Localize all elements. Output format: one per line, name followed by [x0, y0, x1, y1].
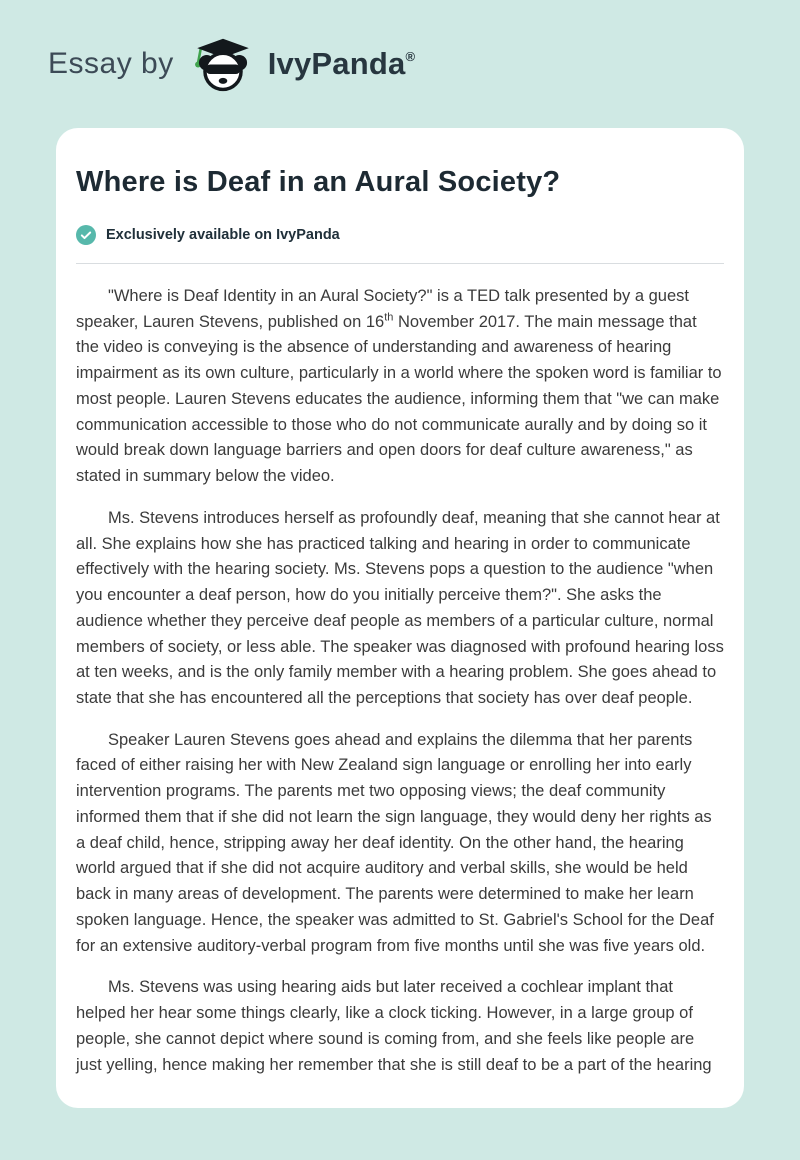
divider: [76, 263, 724, 264]
essay-paragraph-1: [76, 284, 724, 490]
essay-paragraph-4: Ms. Stevens was using hearing aids but later received a cochlear implant that helped her hear some things clearly, like a clock ticking. However, in a large group of people, she cannot depict where sound is coming from, and she feels like people are just yelling, hence making her remember that she is still deaf to be a part of the hearing: [76, 978, 712, 1074]
essay-card: [56, 128, 744, 1108]
availability-row: [76, 225, 724, 245]
ordinal-suffix: th: [384, 311, 394, 324]
registered-mark: ®: [405, 49, 416, 64]
brand-text: IvyPanda: [267, 46, 406, 81]
essay-paragraph-2: Ms. Stevens introduces herself as profoundly deaf, meaning that she cannot hear at all. She explains how she has practiced talking and hearing in order to communicate effectively with the hearing society. Ms. Stevens pops a question to the audience "when you encounter a deaf person, how do you initially perceive them?". She asks the audience whether they perceive deaf people as members of a particular culture, normal members of society, or less able. The speaker was diagnosed with profound hearing loss at ten weeks, and is the only family member with a hearing problem. She goes ahead to state that she has encountered all the perceptions that society has over deaf people.: [76, 508, 724, 708]
panda-graduation-cap-icon: [192, 37, 254, 92]
check-icon: [76, 225, 96, 245]
availability-label: Exclusively available on IvyPanda: [106, 227, 340, 243]
essay-paragraph-3: Speaker Lauren Stevens goes ahead and explains the dilemma that her parents faced of either raising her with New Zealand sign language or enrolling her into early intervention programs. The parents met two opposing views; the deaf community informed them that if she did not learn the sign language, they would deny her rights as a deaf child, hence, stripping away her deaf identity. On the other hand, the hearing world argued that if she did not acquire auditory and verbal skills, she would be held back in many areas of development. The parents were determined to make her learn spoken language. Hence, the speaker was admitted to St. Gabriel's School for the Deaf for an extensive auditory-verbal program from five months until she was five years old.: [76, 730, 714, 955]
paragraph-text: November 2017. The main message that the video is conveying is the absence of understanding and awareness of hearing impairment as its own culture, particularly in a world where the spoken word is familiar to most people. Lauren Stevens educates the audience, informing them that "we can make communication accessible to those who do not communicate aurally and by doing so it would break down language barriers and open doors for deaf culture awareness," as stated in summary below the video.: [76, 312, 722, 486]
brand-name: [268, 46, 416, 82]
essay-body: [76, 284, 724, 1078]
essay-title: Where is Deaf in an Aural Society?: [76, 166, 561, 198]
essay-by-label: Essay by: [48, 47, 174, 80]
header: [0, 0, 800, 128]
paragraph-text: "Where is Deaf Identity in an Aural Society?" is a TED talk presented by a guest speaker, Lauren Stevens, published on 16: [76, 287, 689, 331]
